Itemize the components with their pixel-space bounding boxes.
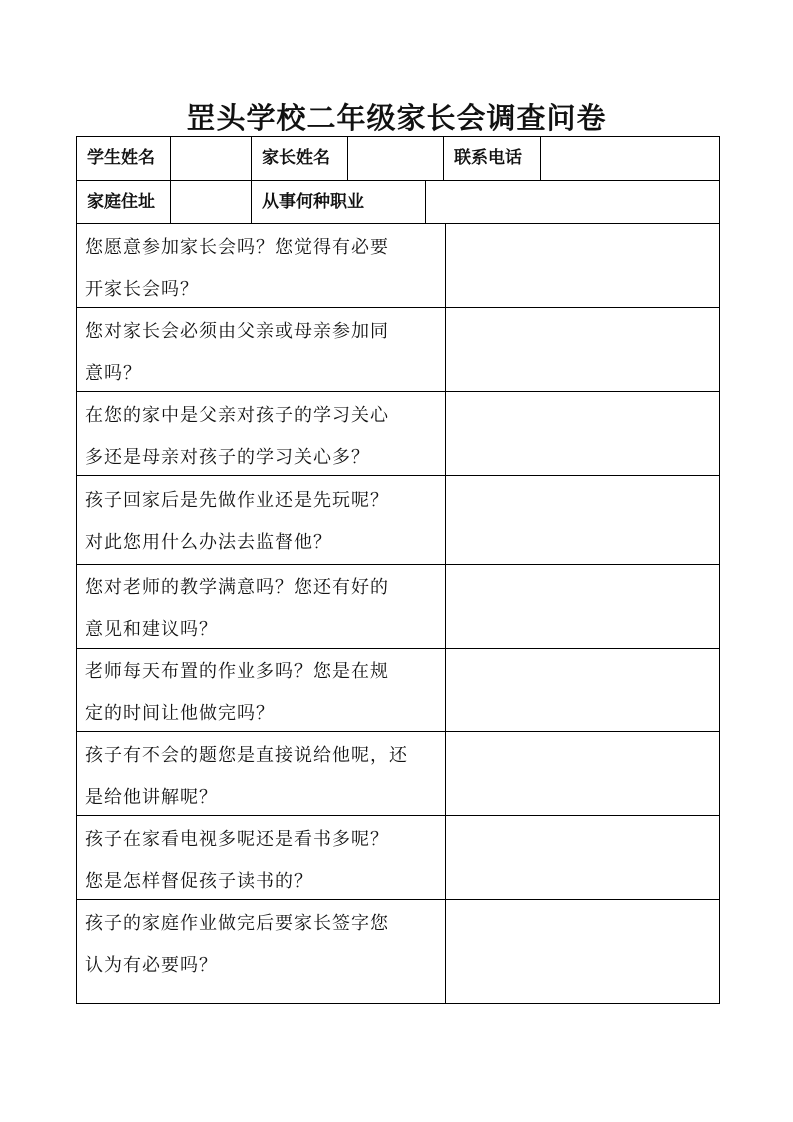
answer-field[interactable]	[446, 816, 720, 899]
occupation-label: 从事何种职业	[262, 192, 364, 212]
answer-field[interactable]	[446, 649, 720, 731]
answer-field[interactable]	[446, 565, 720, 648]
question-line: 孩子的家庭作业做完后要家长签字您	[85, 913, 389, 934]
question-line: 孩子有不会的题您是直接说给他呢，还	[85, 745, 408, 766]
page-title: 罡头学校二年级家长会调查问卷	[186, 101, 607, 135]
question-line: 开家长会吗？	[85, 279, 199, 300]
question-line: 意吗？	[85, 363, 142, 384]
address-field[interactable]	[171, 181, 251, 223]
question-line: 定的时间让他做完吗？	[85, 703, 275, 724]
student-name-field[interactable]	[171, 137, 251, 180]
phone-label: 联系电话	[454, 148, 522, 168]
question-line: 老师每天布置的作业多吗？您是在规	[85, 661, 389, 682]
answer-field[interactable]	[446, 476, 720, 564]
question-line: 认为有必要吗？	[85, 955, 218, 976]
question-line: 您对家长会必须由父亲或母亲参加同	[85, 321, 389, 342]
survey-table	[76, 136, 720, 1004]
question-line: 在您的家中是父亲对孩子的学习关心	[85, 405, 389, 426]
question-line: 孩子在家看电视多呢还是看书多呢？	[85, 829, 389, 850]
answer-field[interactable]	[446, 732, 720, 815]
parent-name-label: 家长姓名	[262, 148, 330, 168]
answer-field[interactable]	[446, 308, 720, 391]
question-line: 孩子回家后是先做作业还是先玩呢？	[85, 490, 389, 511]
answer-field[interactable]	[446, 224, 720, 307]
question-line: 您是怎样督促孩子读书的？	[85, 871, 313, 892]
question-line: 您愿意参加家长会吗？您觉得有必要	[85, 237, 389, 258]
student-name-label: 学生姓名	[87, 148, 155, 168]
occupation-field[interactable]	[426, 181, 719, 223]
phone-field[interactable]	[541, 137, 719, 180]
parent-name-field[interactable]	[348, 137, 443, 180]
answer-field[interactable]	[446, 392, 720, 475]
question-line: 对此您用什么办法去监督他？	[85, 532, 332, 553]
question-line: 意见和建议吗？	[85, 619, 218, 640]
question-line: 多还是母亲对孩子的学习关心多？	[85, 447, 370, 468]
address-label: 家庭住址	[87, 192, 155, 212]
answer-field[interactable]	[446, 900, 720, 1003]
question-line: 您对老师的教学满意吗？您还有好的	[85, 577, 389, 598]
question-line: 是给他讲解呢？	[85, 787, 218, 808]
